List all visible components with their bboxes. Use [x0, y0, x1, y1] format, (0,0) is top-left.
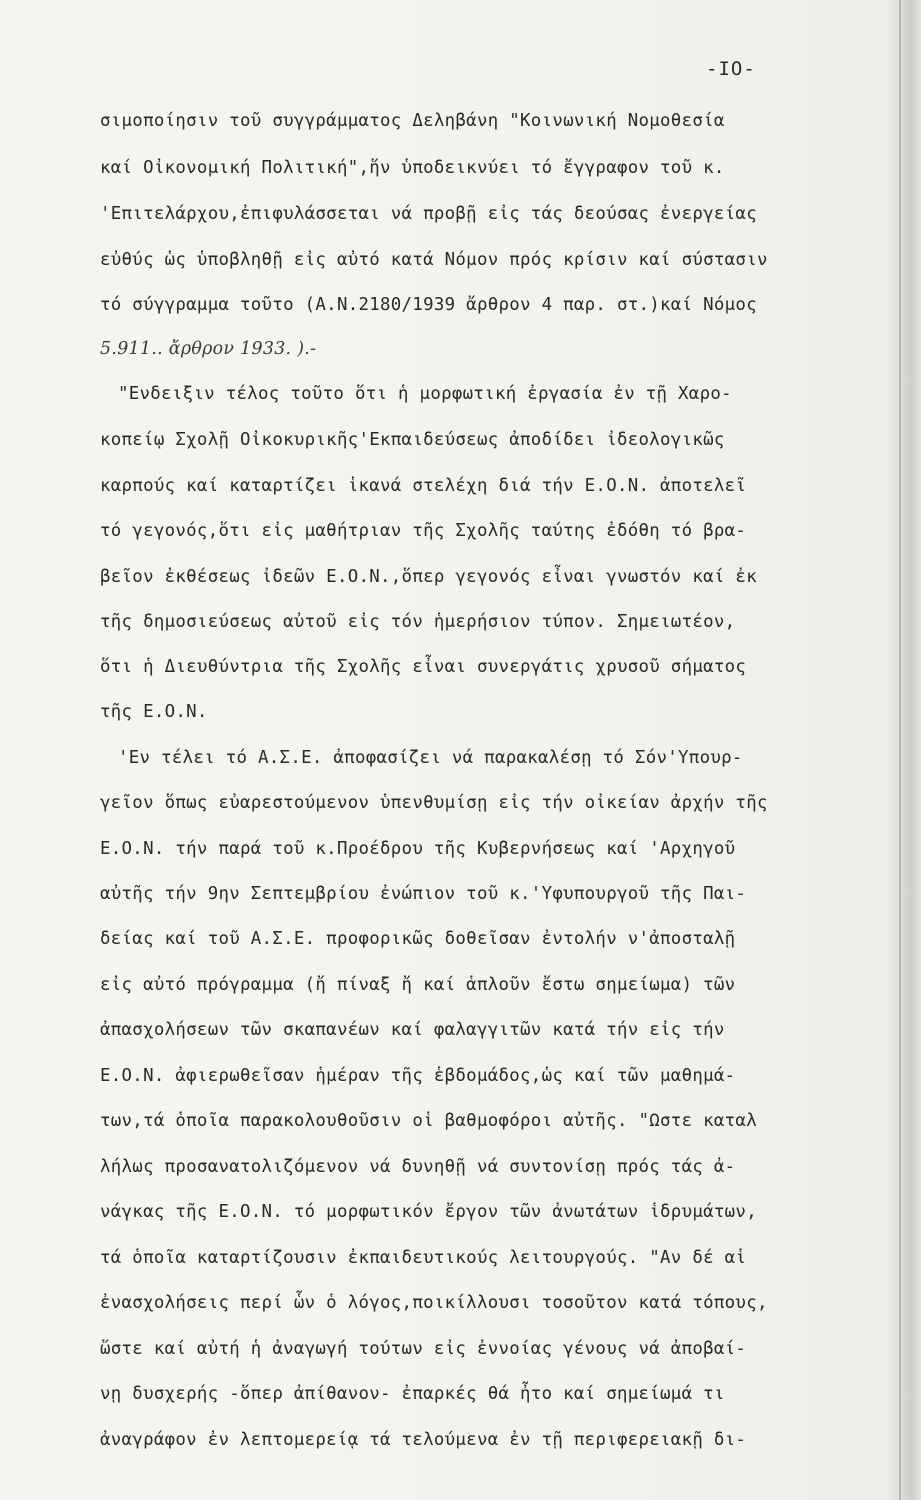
- text-line-2: καί Οἰκονομική Πολιτική",ἥν ὑποδεικνύει τό ἔγγραφον τοῦ κ.: [100, 158, 725, 178]
- page-number: -IO-: [706, 58, 756, 80]
- text-line-27: ἐνασχολήσεις περί ὧν ὁ λόγος,ποικίλλουσι τοσοῦτον κατά τόπους,: [100, 1293, 768, 1313]
- text-line-16: γεῖον ὅπως εὐαρεστούμενον ὑπενθυμίσῃ εἰς τήν οἰκείαν ἀρχήν τῆς: [100, 793, 768, 813]
- text-line-6-handwritten: 5.911.. ἄρθρον 1933. ).-: [100, 339, 317, 359]
- text-line-18: αὐτῆς τήν 9ην Σεπτεμβρίου ἐνώπιον τοῦ κ.'Υφυπουργοῦ τῆς Παι-: [100, 884, 747, 904]
- text-line-30: ἀναγράφον ἐν λεπτομερείᾳ τά τελούμενα ἐν τῇ περιφερειακῇ δι-: [100, 1430, 747, 1450]
- text-line-29: νῃ δυσχερής -ὅπερ ἀπίθανον- ἐπαρκές θά ἦτο καί σημείωμά τι: [100, 1384, 725, 1404]
- text-line-5: τό σύγγραμμα τοῦτο (Α.Ν.2180/1939 ἄρθρον 4 παρ. στ.)καί Νόμος: [100, 295, 757, 315]
- text-line-23: των,τά ὁποῖα παρακολουθοῦσιν οἱ βαθμοφόροι αὐτῆς. "Ωστε καταλ: [100, 1111, 757, 1131]
- text-line-12: τῆς δημοσιεύσεως αὐτοῦ εἰς τόν ἡμερήσιον τύπον. Σημειωτέον,: [100, 612, 736, 632]
- text-line-21: ἀπασχολήσεων τῶν σκαπανέων καί φαλαγγιτῶν κατά τήν εἰς τήν: [100, 1020, 725, 1040]
- text-line-3: 'Επιτελάρχου,ἐπιφυλάσσεται νά προβῇ εἰς τάς δεούσας ἐνεργείας: [100, 204, 757, 224]
- text-line-28: ὥστε καί αὐτή ἡ ἀναγωγή τούτων εἰς ἐννοίας γένους νά ἀποβαί-: [100, 1339, 747, 1359]
- text-line-4: εὐθύς ὡς ὑποβληθῇ εἰς αὐτό κατά Νόμον πρός κρίσιν καί σύστασιν: [100, 250, 768, 270]
- text-line-13: ὅτι ἡ Διευθύντρια τῆς Σχολῆς εἶναι συνεργάτις χρυσοῦ σήματος: [100, 657, 747, 677]
- text-line-26: τά ὁποῖα καταρτίζουσιν ἐκπαιδευτικούς λειτουργούς. "Αν δέ αἱ: [100, 1248, 747, 1268]
- text-line-8: κοπείῳ Σχολῇ Οἰκοκυρικῆς'Εκπαιδεύσεως ἀποδίδει ἰδεολογικῶς: [100, 430, 725, 450]
- text-line-7: "Ενδειξιν τέλος τοῦτο ὅτι ἡ μορφωτική ἐργασία ἐν τῇ Χαρο-: [118, 384, 732, 404]
- text-line-14: τῆς Ε.Ο.Ν.: [100, 702, 208, 722]
- text-line-9: καρπούς καί καταρτίζει ἱκανά στελέχη διά τήν Ε.Ο.Ν. ἀποτελεῖ: [100, 476, 747, 496]
- text-line-24: λήλως προσανατολιζόμενον νά δυνηθῇ νά συντονίσῃ πρός τάς ἀ-: [100, 1157, 736, 1177]
- text-line-25: νάγκας τῆς Ε.Ο.Ν. τό μορφωτικόν ἔργον τῶν ἀνωτάτων ἱδρυμάτων,: [100, 1202, 757, 1222]
- text-line-10: τό γεγονός,ὅτι εἰς μαθήτριαν τῆς Σχολῆς ταύτης ἐδόθη τό βρα-: [100, 521, 747, 541]
- text-line-22: Ε.Ο.Ν. ἀφιερωθεῖσαν ἡμέραν τῆς ἑβδομάδος,ὡς καί τῶν μαθημά-: [100, 1066, 736, 1086]
- text-line-1: σιμοποίησιν τοῦ συγγράμματος Δεληβάνη "Κοινωνική Νομοθεσία: [100, 111, 725, 131]
- text-line-17: Ε.Ο.Ν. τήν παρά τοῦ κ.Προέδρου τῆς Κυβερνήσεως καί 'Αρχηγοῦ: [100, 839, 736, 859]
- page-edge-shadow: [899, 0, 901, 1500]
- text-line-20: εἰς αὐτό πρόγραμμα (ἤ πίναξ ἤ καί ἁπλοῦν ἔστω σημείωμα) τῶν: [100, 975, 736, 995]
- text-line-19: δείας καί τοῦ Α.Σ.Ε. προφορικῶς δοθεῖσαν ἐντολήν ν'ἀποσταλῇ: [100, 929, 736, 949]
- text-line-11: βεῖον ἐκθέσεως ἰδεῶν Ε.Ο.Ν.,ὅπερ γεγονός εἶναι γνωστόν καί ἐκ: [100, 567, 757, 587]
- text-line-15: 'Εν τέλει τό Α.Σ.Ε. ἀποφασίζει νά παρακαλέσῃ τό Σόν'Υπουρ-: [118, 748, 743, 768]
- page-right-edge: [887, 0, 921, 1500]
